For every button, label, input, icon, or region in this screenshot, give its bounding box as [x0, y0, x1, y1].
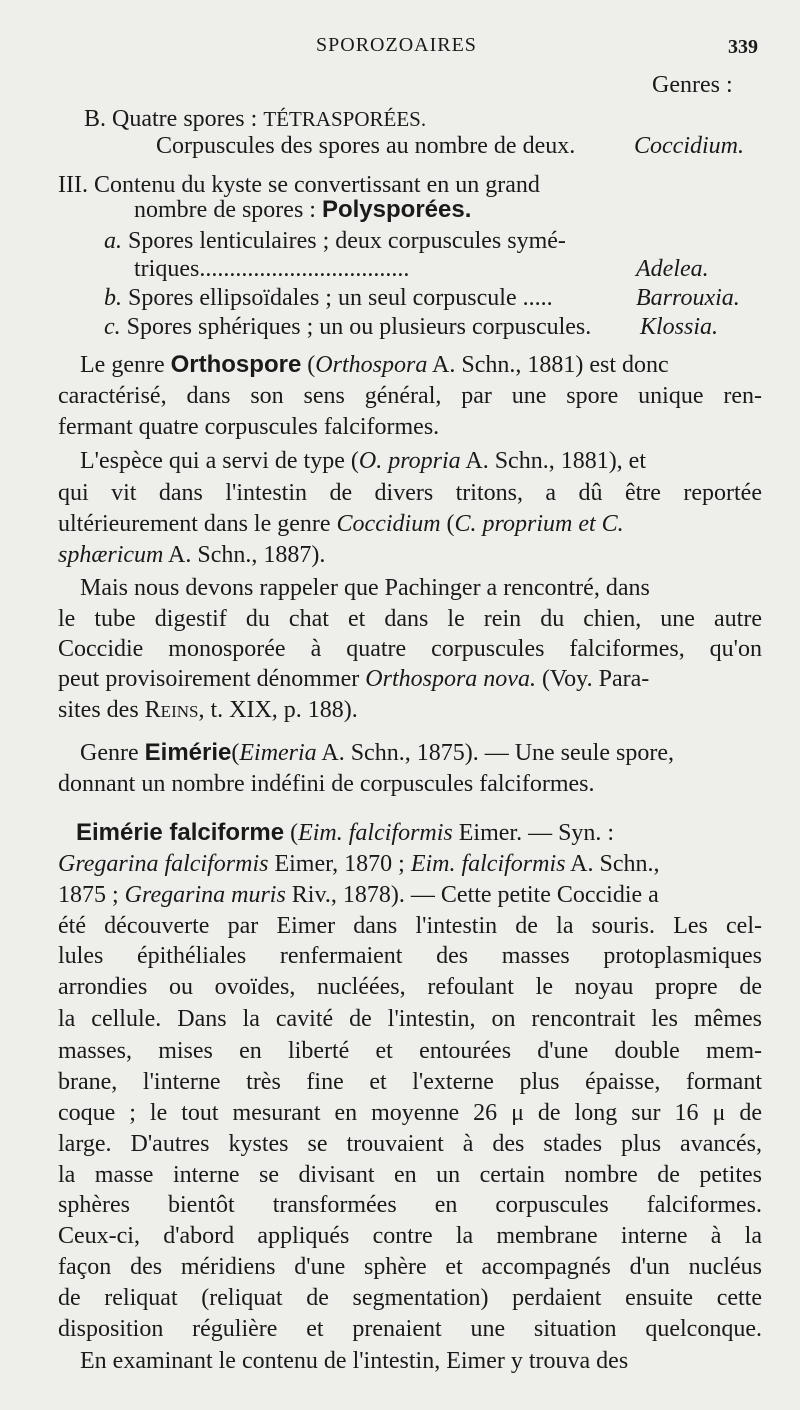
- text-run: (: [446, 511, 455, 537]
- taxon-name: Orthospora: [315, 352, 428, 378]
- paragraph-line: [76, 818, 614, 848]
- text-run: ultérieurement dans le genre: [58, 511, 331, 537]
- text-run: A. Schn.,: [570, 851, 660, 877]
- key-text: triques: [134, 256, 200, 282]
- key-entry-b: [84, 104, 426, 134]
- species-heading: Eimérie falciforme: [76, 819, 285, 846]
- paragraph-line: sphères bientôt transformées en corpuscules falciformes.: [58, 1192, 762, 1218]
- key-text: Contenu du kyste se convertissant en un grand: [93, 172, 540, 198]
- text-run: peut provisoirement dénommer: [58, 666, 360, 692]
- text-run: A. Schn., 1887).: [168, 542, 326, 568]
- paragraph-line: la masse interne se divisant en un certain nombre de petites: [58, 1162, 762, 1188]
- genres-label: Genres :: [652, 72, 733, 98]
- key-letter: a.: [104, 228, 122, 254]
- taxon-name: Gregarina falciformis: [58, 851, 269, 877]
- paragraph-line: En examinant le contenu de l'intestin, Eimer y trouva des: [80, 1348, 629, 1374]
- paragraph-line: coque ; le tout mesurant en moyenne 26 μ de long sur 16 μ de: [58, 1100, 762, 1126]
- taxon-name: Gregarina muris: [124, 882, 286, 908]
- paragraph-line: qui vit dans l'intestin de divers tritons, a dû être reportée: [58, 480, 762, 506]
- text-run: (: [231, 740, 240, 766]
- paragraph-line: façon des méridiens d'une sphère et accompagnés d'un nucléus: [58, 1254, 762, 1280]
- text-run: Eimer. — Syn. :: [458, 820, 615, 846]
- genus-heading: Orthospore: [170, 351, 302, 378]
- key-entry-a-cont: [134, 254, 409, 284]
- paragraph-orthospore-line: [80, 350, 669, 380]
- taxon-name: O. propria: [358, 448, 461, 474]
- key-entry-iii-cont: [134, 195, 471, 225]
- paragraph-line: fermant quatre corpuscules falciformes.: [58, 414, 440, 440]
- paragraph-line: Ceux-ci, d'abord appliqués contre la membrane interne à la: [58, 1223, 762, 1249]
- key-entry-b1: [156, 131, 575, 161]
- paragraph-line: [58, 695, 358, 725]
- key-letter: c.: [104, 314, 121, 340]
- paragraph-line: lules épithéliales renfermaient des masses protoplasmiques: [58, 943, 762, 969]
- text-run: Riv., 1878). — Cette petite Coccidie a: [291, 882, 659, 908]
- taxon-name: sphæricum: [58, 542, 164, 568]
- text-run: A. Schn., 1881) est donc: [432, 352, 669, 378]
- key-group: Polysporées.: [321, 196, 472, 223]
- key-genus-adelea: Adelea.: [636, 256, 709, 282]
- paragraph-line: disposition régulière et prenaient une situation quelconque.: [58, 1316, 762, 1342]
- text-run: (Voy. Para-: [541, 666, 650, 692]
- paragraph-line: caractérisé, dans son sens général, par une spore unique ren-: [58, 383, 762, 409]
- paragraph-line: [58, 509, 624, 539]
- key-letter: B.: [84, 106, 107, 132]
- paragraph-line: [58, 849, 660, 879]
- key-text: Spores lenticulaires ; deux corpuscules symé-: [128, 228, 566, 254]
- genus-heading: Eimérie: [144, 739, 232, 766]
- paragraph-line: [80, 446, 646, 476]
- paragraph-line: le tube digestif du chat et dans le rein du chien, une autre: [58, 606, 762, 632]
- paragraph-line: [58, 540, 325, 570]
- paragraph-line: arrondies ou ovoïdes, nucléées, refoulant le noyau propre de: [58, 974, 762, 1000]
- key-genus-barrouxia: Barrouxia.: [636, 285, 740, 311]
- paragraph-line: Mais nous devons rappeler que Pachinger a rencontré, dans: [80, 575, 650, 601]
- key-entry-b-lower: [104, 283, 553, 313]
- paragraph-line: la cellule. Dans la cavité de l'intestin, on rencontrait les mêmes: [58, 1006, 762, 1032]
- taxon-name: Orthospora nova.: [365, 666, 536, 692]
- key-text: Spores sphériques ; un ou plusieurs corpuscules.: [126, 314, 592, 340]
- key-letter: b.: [104, 285, 122, 311]
- paragraph-line: [58, 880, 659, 910]
- taxon-name: Coccidium: [336, 511, 441, 537]
- leader-dots: .....: [522, 285, 553, 311]
- paragraph-line: donnant un nombre indéfini de corpuscules falciformes.: [58, 771, 595, 797]
- key-genus-klossia: Klossia.: [640, 314, 719, 340]
- running-title: SPOROZOAIRES: [316, 34, 477, 56]
- paragraph-line: brane, l'interne très fine et l'externe plus épaisse, formant: [58, 1069, 762, 1095]
- text-run: sites des: [58, 697, 139, 723]
- paragraph-line: masses, mises en liberté et entourées d'une double mem-: [58, 1038, 762, 1064]
- taxon-name: Eimeria: [239, 740, 317, 766]
- paragraph-line: [80, 738, 674, 768]
- key-group: TÉTRASPORÉES.: [263, 107, 427, 131]
- text-run: Genre: [80, 740, 139, 766]
- text-run: L'espèce qui a servi de type (: [80, 448, 359, 474]
- journal-name: Reins: [144, 697, 199, 723]
- text-run: Le genre: [80, 352, 165, 378]
- key-entry-c: [104, 312, 591, 342]
- paragraph-line: large. D'autres kystes se trouvaient à des stades plus avancés,: [58, 1131, 762, 1157]
- key-text: Quatre spores :: [112, 106, 258, 132]
- text-run: (: [290, 820, 299, 846]
- key-text: Corpuscules des spores au nombre de deux.: [156, 133, 576, 159]
- key-entry-a: [104, 226, 566, 256]
- taxon-name: Eim. falciformis: [410, 851, 566, 877]
- paragraph-line: Coccidie monosporée à quatre corpuscules falciformes, qu'on: [58, 636, 762, 662]
- text-run: Eimer, 1870 ;: [274, 851, 405, 877]
- paragraph-line: de reliquat (reliquat de segmentation) perdaient ensuite cette: [58, 1285, 762, 1311]
- text-run: 1875 ;: [58, 882, 119, 908]
- text-run: A. Schn., 1881), et: [465, 448, 647, 474]
- key-numeral: III.: [58, 172, 88, 198]
- taxon-name: C. proprium et C.: [454, 511, 624, 537]
- paragraph-line: été découverte par Eimer dans l'intestin de la souris. Les cel-: [58, 913, 762, 939]
- text-run: , t. XIX, p. 188).: [198, 697, 358, 723]
- taxon-name: Eim. falciformis: [298, 820, 453, 846]
- key-genus-coccidium: Coccidium.: [634, 133, 744, 159]
- key-text: nombre de spores :: [134, 197, 316, 223]
- leader-dots: ...................................: [199, 256, 410, 282]
- paragraph-line: [58, 664, 649, 694]
- text-run: A. Schn., 1875). — Une seule spore,: [321, 740, 674, 766]
- key-text: Spores ellipsoïdales ; un seul corpuscule: [128, 285, 517, 311]
- page-number: 339: [728, 36, 758, 58]
- text-run: (: [307, 352, 316, 378]
